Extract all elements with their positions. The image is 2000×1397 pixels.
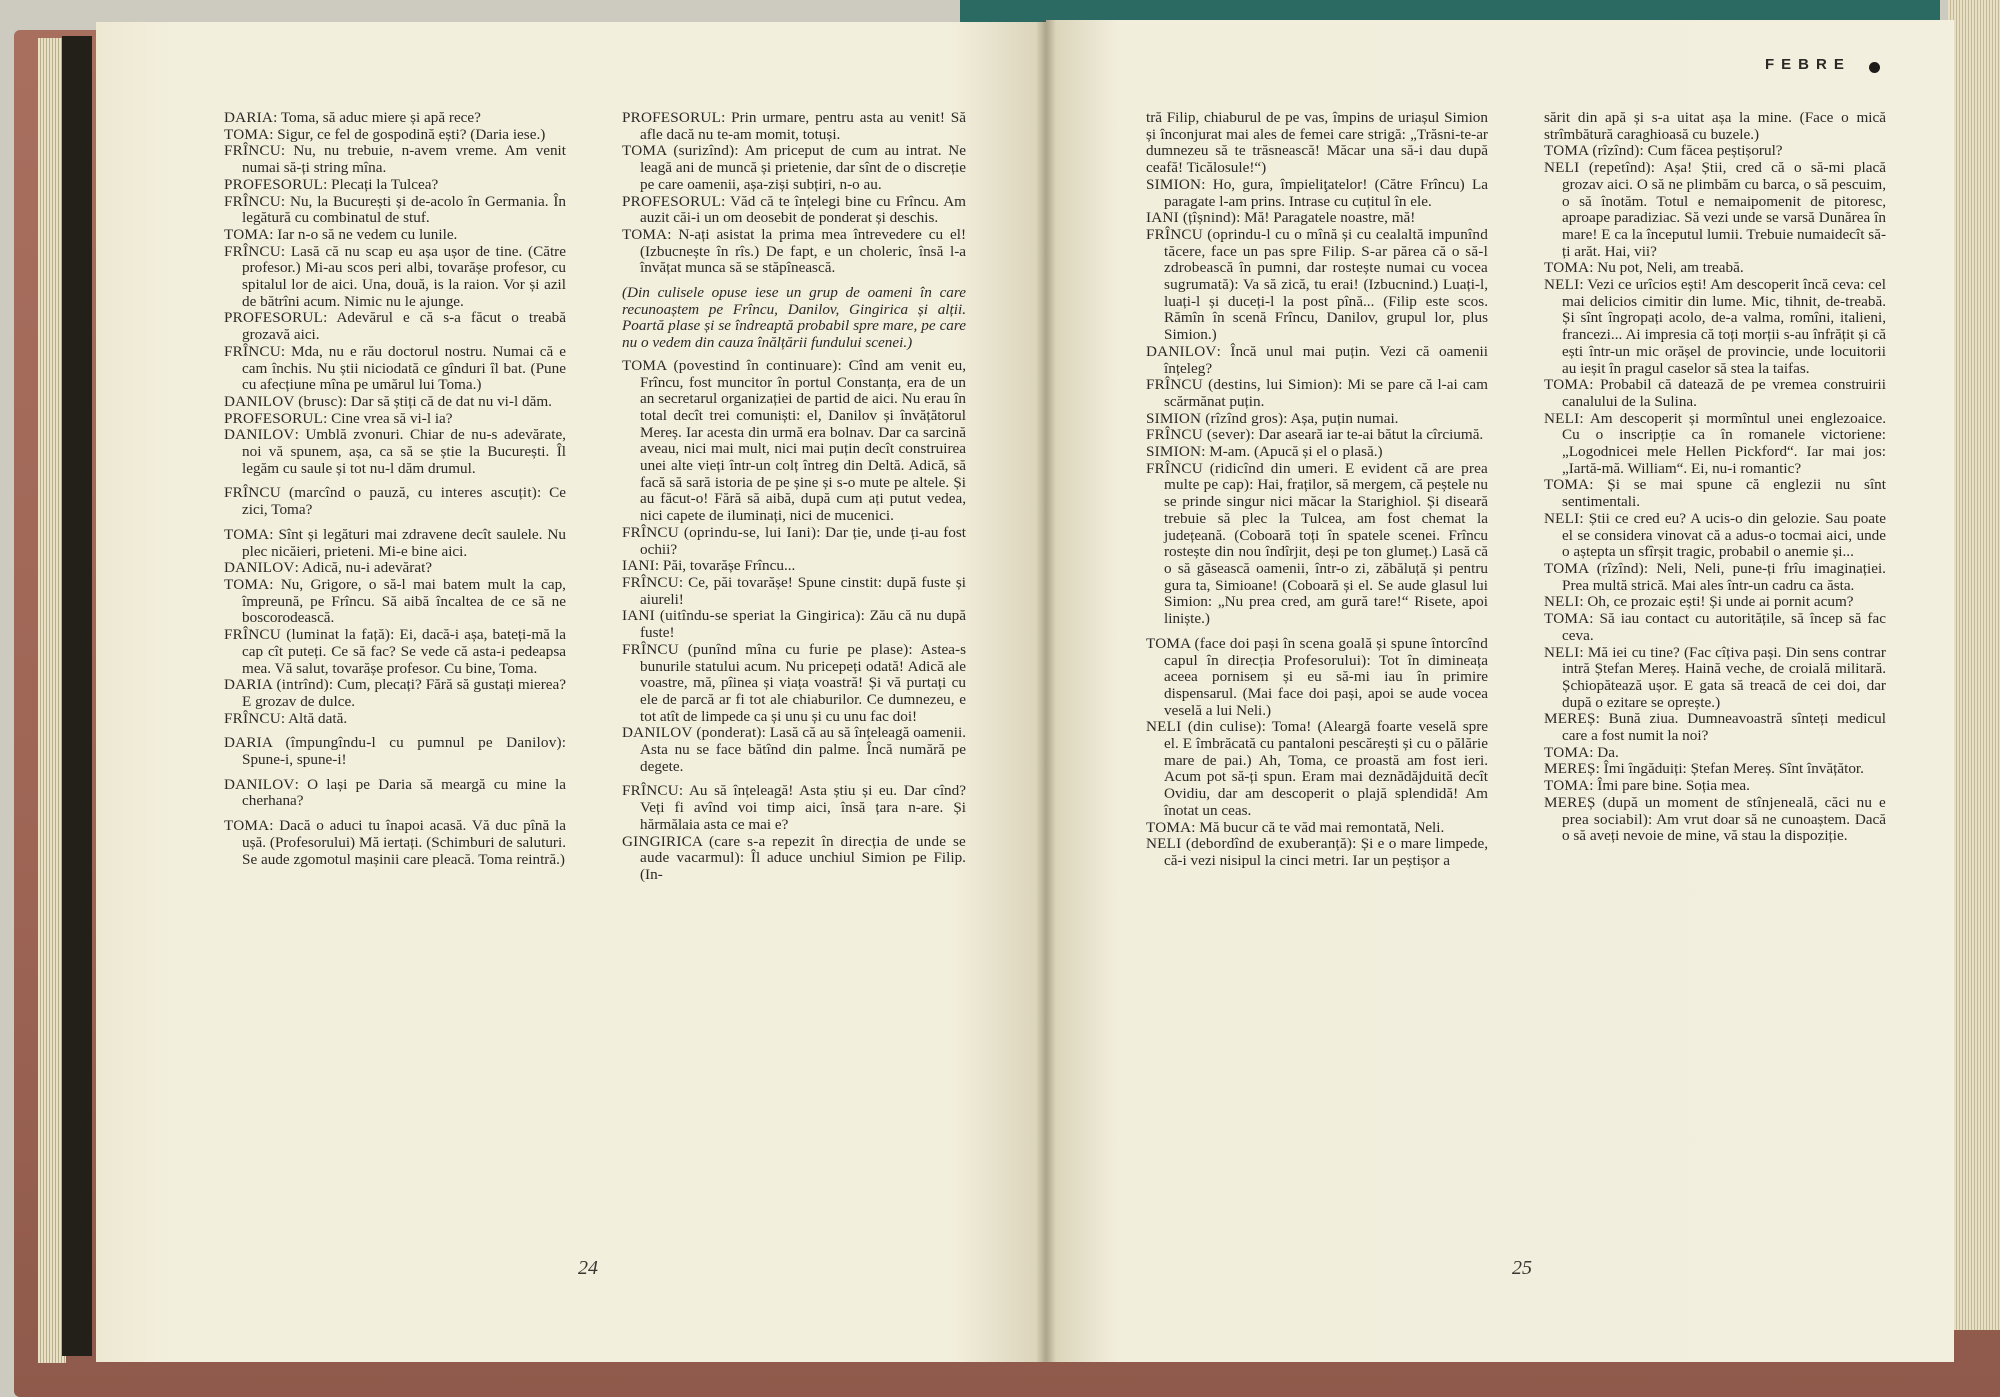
speaker-separator: : [390,626,400,644]
dialogue-text: Cum făcea peștișorul? [1647,142,1783,160]
dialogue-line [224,427,566,477]
dialogue-text: Mă! Paragatele noastre, mă! [1244,209,1416,227]
speaker-separator: : [837,356,849,374]
speaker-name: FRÎNCU [224,242,281,260]
speaker-name: NELI [1544,409,1580,427]
speaker-name: TOMA [224,225,270,243]
speaker-separator: : [721,109,732,126]
speaker-name: TOMA [1544,376,1590,394]
speaker-name: TOMA (surizînd) [622,142,735,160]
continued-text: sărit din apă și s-a uitat așa la mine. (Face o mică strîmbătură caraghioasă cu buzele.) [1544,109,1886,143]
speaker-separator: : [1589,777,1598,795]
dialogue-line [622,642,966,726]
speaker-name: FRÎNCU [224,142,281,160]
dialogue-text: Spune-i, spune-i! [242,751,347,769]
speaker-name: NELI (din culise) [1146,718,1262,736]
speaker-separator: : [654,557,663,575]
speaker-name: FRÎNCU [224,192,281,210]
speaker-separator: : [537,484,550,502]
dialogue-text: Îmi pare bine. Soția mea. [1597,777,1750,795]
speaker-name: NELI (repetînd) [1544,159,1651,177]
speaker-name: FRÎNCU (marcînd o pauză, cu interes ascuțit) [224,484,537,502]
dialogue-line [1544,761,1886,778]
dialogue-text: Nu, nu trebuie, n-avem vreme. Am venit numai să-ți string mîna. [242,142,566,177]
dialogue-line [622,834,966,884]
dialogue-text: Văd că te înțelegi bine cu Frîncu. Am auzit căi-i un om deosebit de ponderat și deschis. [640,192,966,227]
spine-edge [62,36,92,1356]
speaker-name: MEREȘ (după un moment de stînjeneală, căci nu e prea sociabil) [1544,793,1886,828]
dialogue-text: Știi ce cred eu? A ucis-o din gelozie. Sau poate el se considera vinovat că a adus-o tocmai aici, unde o aștepta un sfîrșit tragic, probabil o anemie și... [1562,509,1886,561]
dialogue-line [1544,511,1886,561]
speaker-name: IANI (țîșnind) [1146,209,1237,227]
speaker-name: MEREȘ [1544,710,1596,728]
dialogue-line [224,818,566,868]
speaker-name: DANILOV (ponderat) [622,724,762,742]
dialogue-line [1146,461,1488,628]
speaker-name: FRÎNCU (punînd mîna cu furie pe plase) [622,640,909,658]
dialogue-line [1146,210,1488,227]
speaker-separator: : [294,426,306,444]
dialogue-line [224,411,566,428]
dialogue-line [224,677,566,710]
dialogue-text: Îl aduce unchiul Simion pe Filip. (In- [640,849,966,883]
dialogue-line [1544,260,1886,277]
dialogue-text: N-ați asistat la prima mea întrevedere cu el! (Izbucnește în rîs.) De fapt, e un choleric, însă l-a învățat munca să se stăpînească. [640,225,966,277]
dialogue-line [622,783,966,833]
speaker-separator: : [908,640,921,658]
dialogue-line [224,627,566,677]
dialogue-line [1544,594,1886,611]
speaker-separator: : [1595,760,1604,778]
speaker-name: DANILOV [224,775,295,793]
dialogue-text: Dacă o aduci tu înapoi acasă. Vă duc pînă la ușă. (Profesorului) Mă iertați. (Schimburi de saluturi. Se aude zgomotul mașinii care pleacă. Toma reintră.) [242,817,566,868]
dialogue-text: Încă unul mai puțin. Vezi că oamenii înțeleg? [1164,342,1488,377]
dialogue-line [224,194,566,227]
speaker-name: TOMA (face doi pași în scena goală și spune întorcînd capul în direcția Profesorului) [1146,634,1488,669]
speaker-separator: : [1643,559,1657,577]
speaker-name: FRÎNCU (ridicînd din umeri. E evident că are prea multe pe cap) [1146,459,1488,494]
right-page-edges [1948,0,2000,1330]
dialogue-text: Bună ziua. Dumneavoastră sînteți medicul care a fost numit la noi? [1562,710,1886,745]
dialogue-text: Iar n-o să ne vedem cu lunile. [277,225,458,243]
speaker-name: DANILOV [1146,342,1217,360]
dialogue-line [1544,477,1886,510]
speaker-separator: : [323,175,332,193]
speaker-name: PROFESORUL [224,175,324,193]
dialogue-line [1544,611,1886,644]
dialogue-text: Tot în dimineața aceea pornisem și eu să-mi iau în primire dispensarul. (Mai face doi pași, apoi se aude vocea veselă a lui Neli.) [1164,651,1489,719]
dialogue-text: Mă iei cu tine? (Fac cîțiva pași. Din sens contrar intră Ștefan Mereș. Haină veche, de croială militară. Șchiopătează ușor. E gata să treacă de cei doi, dar după o ezitare se oprește.) [1562,643,1886,711]
dialogue-text: Adică, nu-i adevărat? [301,559,433,577]
dialogue-line [224,735,566,768]
speaker-name: TOMA [1544,476,1590,494]
continued-text: tră Filip, chiaburul de pe vas, împins de uriașul Simion și înconjurat mai ales de femei care strigă: „Trăsni-te-ar dumnezeu să te trăsnească! Măcar una să-i dau după ceafă! Ticălosule!“) [1146,109,1488,177]
book-gutter [1036,20,1056,1362]
speaker-name: TOMA [224,817,270,835]
speaker-separator: : [1589,476,1608,494]
speaker-name: FRÎNCU (luminat la față) [224,626,391,644]
speaker-separator: : [1579,276,1588,294]
speaker-separator: : [1589,376,1601,394]
dialogue-text: Ei, dacă-i așa, bateți-mă la cap cît puteți. Ce să fac? Se vede că asta-i pedeapsa mea. Vă salut, tovarășe profesor. Cu bine, Toma. [242,626,566,677]
speaker-separator: : [1595,710,1609,728]
speaker-name: FRÎNCU (destins, lui Simion) [1146,376,1339,394]
dialogue-text: O lași pe Daria să meargă cu mine la cherhana? [242,775,566,810]
dialogue-line [1146,719,1488,819]
dialogue-text: Dar aseară iar te-ai bătut la cîrciumă. [1258,426,1484,444]
dialogue-text: Astea-s bunurile statului acum. Nu pricepeți odată! Adică ale voastre, mă, pîinea și viața voastră! Și vă purtați cu ele de parcă ar fi tot ale chiaburilor. Ce dumnezeu, e tot atît de limpede ca și unu și cu unu fac doi! [640,640,966,725]
speaker-separator: : [1201,175,1213,193]
dialogue-line [1544,561,1886,594]
speaker-separator: : [816,523,826,541]
speaker-name: TOMA [1544,259,1590,277]
speaker-separator: : [678,573,689,591]
dialogue-text: Să iau contact cu autoritățile, să încep să fac ceva. [1562,610,1886,644]
speaker-separator: : [1216,342,1231,360]
dialogue-text: Și e o mare limpede, că-i vezi nisipul la cinci metri. Iar un peștișor a [1164,835,1488,869]
speaker-separator: : [1250,426,1259,444]
speaker-separator: : [323,309,337,327]
dialogue-line [224,560,566,577]
dialogue-line [622,194,966,227]
speaker-separator: : [721,192,730,210]
dialogue-line [1544,645,1886,712]
dialogue-text: Cum, plecați? Fără să gustați mierea? E grozav de dulce. [242,676,566,710]
dialogue-text: Umblă zvonuri. Chiar de nu-s adevărate, noi vă spunem, așa, ca să se știe la București. Îl legăm cu saule și tot nu-l dăm drumul. [242,426,566,477]
dialogue-text: Așa, puțin numai. [1290,409,1399,427]
dialogue-text: Nu, la București și de-acolo în Germania. În legătură cu combinatul de stuf. [242,192,566,227]
speaker-name: FRÎNCU (oprindu-l cu o mînă și cu cealaltă impunînd tăcere, face un pas spre Filip. S-ar părea că o să-l zdrobească în pumni, dar rostește numai cu vocea sugrumată) [1146,225,1488,294]
dialogue-line [224,394,566,411]
speaker-separator: : [323,409,332,427]
speaker-name: GINGIRICA (care s-a repezit în direcția de unde se aude vacarmul) [622,832,966,867]
dialogue-line [224,777,566,810]
stage-direction: (Din culisele opuse iese un grup de oameni în care recunoaștem pe Frîncu, Danilov, Gingirica și alții. Poartă plase și se îndreaptă probabil spre mare, pe care nu o vedem din cauza înălțării fundului scenei.) [622,284,966,352]
speaker-separator: : [269,225,278,243]
dialogue-line [1146,344,1488,377]
dialogue-text: Am descoperit și mormîntul unei englezoaice. Cu o inscripție ca în romanele victoriene: „Logodnicei mele Hellen Pickford“. Iar mai jos: „Iartă-mă. William“. Ei, nu-i romantic? [1562,409,1887,477]
dialogue-line [1146,411,1488,428]
speaker-name: NELI [1544,276,1580,294]
speaker-separator: : [1234,276,1244,294]
speaker-name: DARIA [224,109,274,126]
dialogue-text: Dar să știți că de dat nu vi-l dăm. [350,392,552,410]
dialogue-text: Sînt și legături mai zdravene decît saulele. Nu plec nicăieri, prieteni. Mi-e bine aici. [242,525,566,560]
speaker-separator: : [1648,810,1657,828]
speaker-separator: : [280,192,290,210]
speaker-name: NELI (debordînd de exuberanță) [1146,835,1353,853]
speaker-name: IANI (uitîndu-se speriat la Gingirica) [622,607,861,625]
dialogue-text: Lasă că au să înțeleagă oamenii. Asta nu se face bătînd din palme. Încă numără pe degete. [640,724,966,775]
dialogue-text: Mă bucur că te văd mai remontată, Neli. [1199,818,1445,836]
dialogue-text: Dar ție, unde ți-au fost ochii? [640,523,966,558]
speaker-separator: : [667,225,679,243]
speaker-name: DARIA (intrînd) [224,676,329,694]
dialogue-text: Am priceput de cum au intrat. Ne leagă ani de muncă și prietenie, dar sînt de o discreție pe care oamenii, așa-ziși subțiri, n-o au. [640,142,966,193]
dialogue-line [622,358,966,525]
speaker-name: MEREȘ [1544,760,1596,778]
speaker-name: TOMA [224,575,270,593]
dialogue-text: Și se mai spune că englezii nu sînt sentimentali. [1562,476,1886,511]
speaker-separator: : [678,782,689,800]
speaker-separator: : [280,142,294,160]
dialogue-text: Ce, păi tovarășe! Spune cinstit: după fuste și aiureli! [640,573,966,608]
speaker-separator: : [1579,593,1588,611]
dialogue-line [1544,277,1886,377]
dialogue-text: Păi, tovarășe Frîncu... [662,557,796,575]
speaker-separator: : [1201,443,1210,461]
dialogue-line [1146,836,1488,869]
dialogue-line [622,558,966,575]
speaker-separator: : [561,734,566,752]
speaker-name: DARIA (împungîndu-l cu pumnul pe Danilov) [224,734,562,752]
dialogue-text: Așa! Știi, cred că o să-mi placă grozav aici. O să ne plimbăm cu barca, o să pescuim, o să înotăm. Totul e nemaipomenit de pitoresc, aproape paradiziac. Să vezi unde se varsă Dunărea în mare! E ca la începutul lumii. Trebuie numaidecît să-ți arăt. Hai, vii? [1562,159,1886,260]
text-column-3 [1146,110,1488,870]
speaker-name: NELI [1544,593,1580,611]
speaker-name: NELI [1544,509,1580,527]
speaker-name: PROFESORUL [622,109,722,126]
speaker-separator: : [1338,376,1348,394]
speaker-name: FRÎNCU [622,782,679,800]
speaker-name: DANILOV (brusc) [224,392,343,410]
speaker-separator: : [280,342,292,360]
bullet-icon [1869,62,1880,73]
dialogue-text: Ce zici, Toma? [242,484,566,519]
speaker-name: TOMA [1544,610,1590,628]
speaker-name: PROFESORUL [224,309,324,327]
dialogue-text: Prin urmare, pentru asta au venit! Să afle dacă nu te-am momit, totuși. [640,109,966,143]
speaker-separator: : [1589,610,1600,628]
speaker-name: SIMION [1146,443,1202,461]
dialogue-line [1146,636,1488,720]
dialogue-line [1146,427,1488,444]
dialogue-line [1544,778,1886,795]
dialogue-line [622,110,966,143]
dialogue-text: Ho, gura, împieliţatelor! (Către Frîncu) La paragate l-am prins. Intrase cu cuțitul în ele. [1164,175,1488,210]
speaker-separator: : [1579,409,1590,427]
dialogue-line [1544,160,1886,260]
speaker-separator: : [273,109,281,126]
speaker-name: TOMA [224,525,270,543]
dialogue-line [224,127,566,144]
dialogue-text: M-am. (Apucă și el o plasă.) [1209,443,1383,461]
dialogue-line [1146,444,1488,461]
dialogue-text: Cine vrea să vi-l ia? [331,409,453,427]
dialogue-text: Probabil că datează de pe vremea construirii canalului de la Sulina. [1562,376,1886,410]
dialogue-line [622,725,966,775]
dialogue-line [224,143,566,176]
speaker-name: TOMA [622,225,668,243]
dialogue-text: Neli, Neli, pune-ți frîu imaginației. Prea multă strică. Mai ales într-un cadru ca ăsta. [1562,559,1886,594]
dialogue-line [224,344,566,394]
speaker-separator: : [1352,835,1361,853]
dialogue-text: Sigur, ce fel de gospodină ești? (Daria iese.) [277,125,546,143]
dialogue-line [224,110,566,127]
speaker-name: FRÎNCU (sever) [1146,426,1251,444]
dialogue-line [1146,377,1488,410]
speaker-name: FRÎNCU [224,709,281,727]
speaker-separator: : [269,817,280,835]
running-head: FEBRE [1765,56,1851,73]
speaker-separator: : [860,607,870,625]
dialogue-line [1146,820,1488,837]
speaker-separator: : [1589,259,1598,277]
speaker-separator: : [1236,209,1245,227]
speaker-separator: : [342,392,351,410]
speaker-name: PROFESORUL [224,409,324,427]
dialogue-text: Cînd am venit eu, Frîncu, fost muncitor în portul Constanța, era de un an secretarul organizației de partid de aici. Nu erau în total decît trei comuniști: el, Danilov și învățătorul Mereș. Iar acesta din urmă era bolnav. Dar ca sarcină aveau, nici mai mult, nici mai puțin decît construirea unei alte vieți într-un colț întreg din Deltă. Adică, să facă să sară istoria de pe șine și s-o mute pe altele. Și au făcut-o! Fără să aibă, după cum ați putut vedea, nici capete de iluminați, nici de mucenici. [640,356,966,525]
dialogue-line [622,575,966,608]
dialogue-text: Da. [1597,743,1619,761]
dialogue-text: Zău că nu după fuste! [640,607,966,642]
dialogue-text: Toma! (Aleargă foarte veselă spre el. E îmbrăcată cu pantaloni pescărești și cu o pălărie mare de pai.) Ah, Toma, ce proastă am fost ieri. Acum pot să-ți spun. Eram mai deznădăjduită decît Ovidiu, dar am descoperit o plajă splendidă! Am înotat un ceas. [1164,718,1488,819]
speaker-separator: : [1650,159,1664,177]
speaker-name: TOMA [1146,818,1192,836]
speaker-name: TOMA (povestind în continuare) [622,356,838,374]
page-number-left: 24 [578,1257,598,1279]
dialogue-text: Mda, nu e rău doctorul nostru. Numai că e cam închis. Nu știi niciodată ce gînduri îl bat. (Pune cu afecțiune mîna pe umărul lui Toma.) [242,342,566,394]
speaker-name: NELI [1544,643,1580,661]
dialogue-text: Lasă că nu scap eu așa ușor de tine. (Către profesor.) Mi-au scos peri albi, tovarășe profesor, cu spitalul lor de aici. Una, două, is la raion. Vor și azil de bătrîni acum. Nimic nu le ajunge. [242,242,566,310]
speaker-separator: : [1579,643,1588,661]
speaker-separator: : [734,142,745,160]
speaker-separator: : [1191,818,1200,836]
text-column-4 [1544,110,1886,845]
dialogue-text: Oh, ce prozaic ești! Și unde ai pornit acum? [1587,593,1854,611]
dialogue-line [1544,711,1886,744]
speaker-separator: : [280,709,289,727]
speaker-name: FRÎNCU [224,342,281,360]
speaker-name: SIMION (rîzînd gros) [1146,409,1284,427]
dialogue-line [622,143,966,193]
speaker-separator: : [294,559,302,577]
text-column-2 [622,110,966,884]
dialogue-text: Plecați la Tulcea? [331,175,439,193]
dialogue-line [1146,177,1488,210]
speaker-name: TOMA [224,125,270,143]
dialogue-text: Au să înțeleagă! Asta știu și eu. Dar cînd? Veți fi avînd voi timp aici, însă țara n-are. Și hărmălaia asta ce mai e? [640,782,966,833]
speaker-name: PROFESORUL [622,192,722,210]
dialogue-text: Am vrut doar să ne cunoaștem. Dacă o să aveți nevoie de mine, vă stau la dispoziție. [1562,810,1887,845]
speaker-name: DANILOV [224,559,295,577]
dialogue-text: Altă dată. [288,709,348,727]
speaker-separator: : [328,676,338,694]
dialogue-line [1544,411,1886,478]
dialogue-text: Nu, Grigore, o să-l mai batem mult la cap, împreună, pe Frîncu. Să aibă încaltea de ce să ne boscorodească. [242,575,566,627]
dialogue-line [224,177,566,194]
dialogue-line [224,527,566,560]
speaker-name: SIMION [1146,175,1202,193]
dialogue-line [224,310,566,343]
speaker-separator: : [280,242,291,260]
dialogue-text: Vezi ce urîcios ești! Am descoperit încă ceva: cel mai delicios cimitir din lume. Mic, tihnit, de-treabă. Și sînt îngropați acolo, de-a valma, romîni, italieni, francezi... Ai impresia că toți morții s-au înfrățit și că ești într-un mic orășel de provincie, unde locuitorii au ieșit în pragul caselor să stea la taifas. [1562,276,1886,377]
speaker-separator: : [269,125,278,143]
speaker-name: TOMA (rîzînd) [1544,142,1640,160]
speaker-separator: : [1579,509,1589,527]
speaker-name: FRÎNCU (oprindu-se, lui Iani) [622,523,817,541]
speaker-separator: : [1366,651,1380,669]
dialogue-line [1544,377,1886,410]
dialogue-line [622,227,966,277]
dialogue-text: Hai, fraților, să mergem, că peștele nu se prinde singur nici măcar la Starighiol. Și diseară trebuie să plec la Tulcea, am fost chemat la județeană. (Coboară toți în spatele scenei. Frîncu rostește din nou îndîrjit, deși pe ton glumeț.) Lasă că o să găsească oamenii, într-o zi, zăbăluță și pentru gura ta, Simioane! (Coboară și el. Se aude glasul lui Simion: „Nu prea cred, am gură tare!“ Risete, apoi liniște.) [1164,476,1488,628]
dialogue-text: Îmi îngăduiți: Ștefan Mereș. Sînt învățător. [1603,760,1864,778]
dialogue-text: Va să zică, tu erai! (Izbucnind.) Luați-l, luați-l și duceți-l la post pînă... (Filip este scos. Rămîn în scenă Frîncu, Danilov, grupul lor, plus Simion.) [1164,276,1488,344]
speaker-separator: : [294,775,308,793]
dialogue-text: Toma, să aduc miere și apă rece? [280,109,481,126]
speaker-separator: : [269,575,281,593]
dialogue-text: Nu pot, Neli, am treabă. [1597,259,1744,277]
speaker-separator: : [1261,718,1272,736]
dialogue-line [224,485,566,518]
dialogue-line [1544,143,1886,160]
speaker-separator: : [1249,476,1258,494]
speaker-separator: : [761,724,770,742]
speaker-name: FRÎNCU [622,573,679,591]
dialogue-line [1544,745,1886,762]
speaker-name: TOMA [1544,743,1590,761]
speaker-name: DANILOV [224,426,295,444]
dialogue-line [224,577,566,627]
dialogue-line [622,525,966,558]
speaker-separator: : [1283,409,1291,427]
dialogue-line [224,244,566,311]
speaker-name: IANI [622,557,655,575]
text-column-1 [224,110,566,868]
dialogue-text: Adevărul e că s-a făcut o treabă grozavă aici. [242,309,566,344]
dialogue-line [1146,227,1488,344]
dialogue-line [224,227,566,244]
page-number-right: 25 [1512,1257,1532,1279]
speaker-name: TOMA (rîzînd) [1544,559,1644,577]
speaker-name: TOMA [1544,777,1590,795]
speaker-separator: : [1639,142,1648,160]
speaker-separator: : [739,849,751,867]
dialogue-text: Mi se pare că l-ai cam scărmănat puțin. [1164,376,1488,410]
dialogue-line [1544,795,1886,845]
dialogue-line [224,711,566,728]
speaker-separator: : [269,525,279,543]
speaker-separator: : [1589,743,1598,761]
dialogue-line [622,608,966,641]
